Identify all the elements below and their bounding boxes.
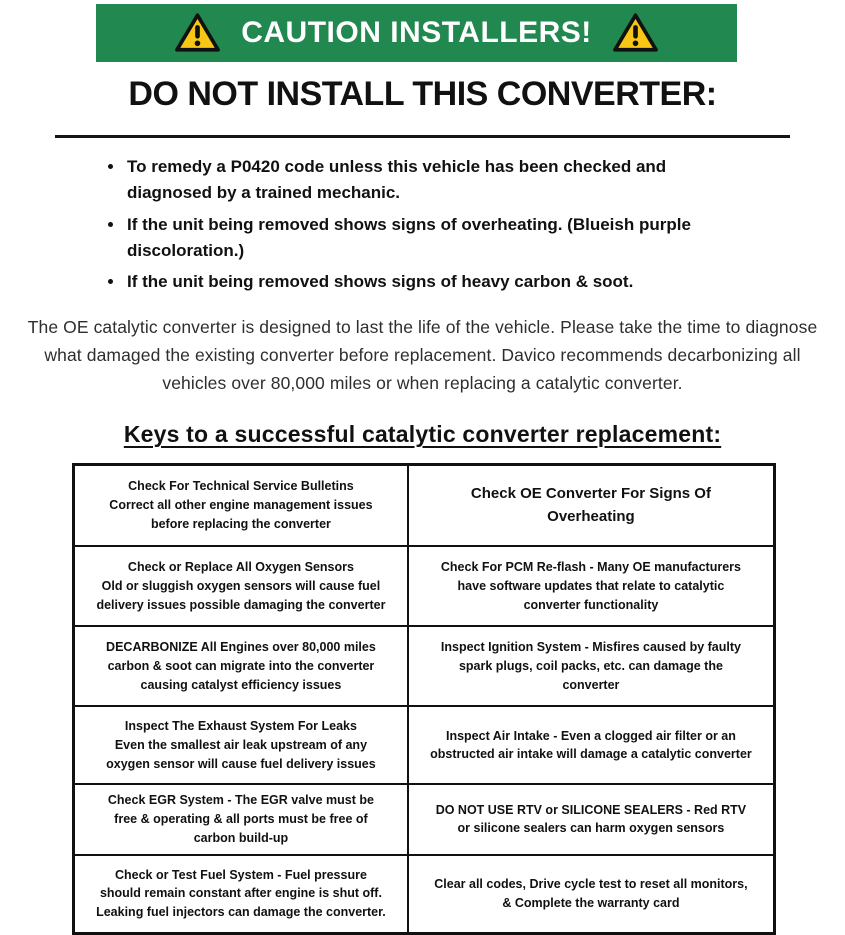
table-cell-right xyxy=(408,626,775,706)
cell-line: Check or Replace All Oxygen Sensors xyxy=(127,560,354,575)
table-cell-left xyxy=(74,855,408,934)
cell-line: Check For Technical Service Bulletins xyxy=(128,479,354,494)
cell-line: Old or sluggish oxygen sensors will cause fuel delivery issues possible damaging the converter xyxy=(96,578,386,612)
cell-line: Clear all codes, Drive cycle test to reset all monitors, & Complete the warranty card xyxy=(434,877,748,910)
warning-bullet-item: • If the unit being removed shows signs of heavy carbon & soot. xyxy=(125,269,737,295)
table-row xyxy=(74,855,775,934)
table-cell-right xyxy=(408,855,775,934)
table-row xyxy=(74,464,775,546)
table-cell-right xyxy=(408,464,775,546)
table-cell-right xyxy=(408,706,775,784)
cell-line: Even the smallest air leak upstream of any oxygen sensor will cause fuel delivery issues xyxy=(106,737,376,771)
cell-line: Check OE Converter For Signs Of Overheating xyxy=(470,485,711,525)
cell-line: Check EGR System - The EGR valve must be free & operating & all ports must be free of carbon build-up xyxy=(107,793,374,845)
table-cell-left xyxy=(74,706,408,784)
cell-line: Inspect Ignition System - Misfires caused by faulty spark plugs, coil packs, etc. can damage the converter xyxy=(440,640,741,692)
table-cell-left xyxy=(74,626,408,706)
warning-triangle-icon xyxy=(174,12,221,54)
warning-bullet-item: • If the unit being removed shows signs of overheating. (Blueish purple discoloration.) xyxy=(125,212,737,265)
caution-banner-label: CAUTION INSTALLERS! xyxy=(241,16,592,49)
keys-heading: Keys to a successful catalytic converter replacement: xyxy=(123,420,722,447)
cell-line: Check For PCM Re-flash - Many OE manufacturers have software updates that relate to catalytic converter functionality xyxy=(440,560,741,612)
cell-line: Inspect Air Intake - Even a clogged air filter or an obstructed air intake will damage a catalytic converter xyxy=(430,728,752,762)
table-row xyxy=(74,706,775,784)
do-not-install-heading: DO NOT INSTALL THIS CONVERTER: xyxy=(128,75,717,113)
caution-banner xyxy=(96,4,737,62)
cell-line: Inspect The Exhaust System For Leaks xyxy=(124,719,357,734)
cell-line: Check or Test Fuel System - Fuel pressure should remain constant after engine is shut off. Leaking fuel injectors can damage the converter. xyxy=(96,867,386,920)
cell-line: DECARBONIZE All Engines over 80,000 miles carbon & soot can migrate into the converter causing catalyst efficiency issues xyxy=(106,640,376,692)
cell-line: Correct all other engine management issues before replacing the converter xyxy=(109,498,373,531)
table-cell-right xyxy=(408,546,775,626)
table-cell-right xyxy=(408,784,775,854)
cell-line: DO NOT USE RTV or SILICONE SEALERS - Red RTV or silicone sealers can harm oxygen sensors xyxy=(435,802,747,836)
warning-triangle-icon xyxy=(612,12,659,54)
divider-line xyxy=(55,135,790,138)
table-cell-left xyxy=(74,546,408,626)
table-cell-left xyxy=(74,784,408,854)
warning-bullet-list xyxy=(125,154,737,296)
replacement-keys-table xyxy=(72,463,776,935)
table-row xyxy=(74,546,775,626)
table-row xyxy=(74,784,775,854)
warning-bullet-item: • To remedy a P0420 code unless this vehicle has been checked and diagnosed by a trained mechanic. xyxy=(125,154,737,207)
table-row xyxy=(74,626,775,706)
intro-paragraph: The OE catalytic converter is designed to last the life of the vehicle. Please take the time to diagnose what damaged the existing converter before replacement. Davico recommends decarbonizing all vehicles over 80,000 miles or when replacing a catalytic converter. xyxy=(27,316,818,394)
table-cell-left xyxy=(74,464,408,546)
